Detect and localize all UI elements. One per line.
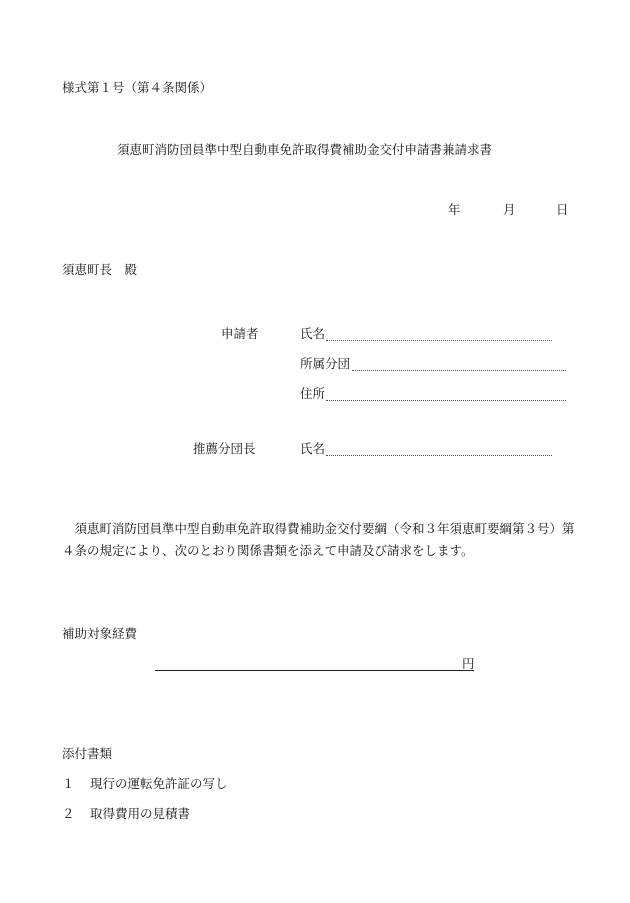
form-number-label: 様式第１号（第４条関係）: [62, 80, 213, 95]
document-title: 須恵町消防団員準中型自動車免許取得費補助金交付申請書兼請求書: [117, 142, 493, 157]
addressee: 須恵町長 殿: [62, 262, 138, 277]
body-paragraph: [62, 518, 582, 562]
body-indent: [62, 521, 75, 536]
date-year-label: 年: [448, 202, 461, 217]
attachments-heading: 添付書類: [62, 746, 113, 761]
applicant-branch-label: 所属分団: [300, 356, 351, 371]
recommender-name-field[interactable]: [326, 455, 552, 456]
recommender-role-label: 推薦分団長: [193, 441, 256, 456]
applicant-name-label: 氏名: [300, 326, 326, 341]
expense-amount-field[interactable]: [155, 670, 474, 671]
applicant-address-label: 住所: [300, 386, 326, 401]
applicant-role-label: 申請者: [221, 326, 259, 341]
recommender-name-label: 氏名: [300, 441, 326, 456]
expense-unit: 円: [462, 656, 475, 671]
date-day-label: 日: [556, 202, 569, 217]
applicant-branch-field[interactable]: [352, 370, 566, 371]
attachment-number: ２: [62, 806, 75, 821]
date-month-label: 月: [503, 202, 516, 217]
attachment-text: 現行の運転免許証の写し: [90, 776, 228, 791]
expense-label: 補助対象経費: [62, 626, 138, 641]
body-text: 須恵町消防団員準中型自動車免許取得費補助金交付要綱（令和３年須恵町要綱第３号）第４条の規定により、次のとおり関係書類を添えて申請及び請求をします。: [62, 521, 575, 558]
applicant-name-field[interactable]: [326, 340, 552, 341]
attachment-text: 取得費用の見積書: [90, 806, 191, 821]
applicant-address-field[interactable]: [326, 400, 566, 401]
attachment-number: １: [62, 776, 75, 791]
